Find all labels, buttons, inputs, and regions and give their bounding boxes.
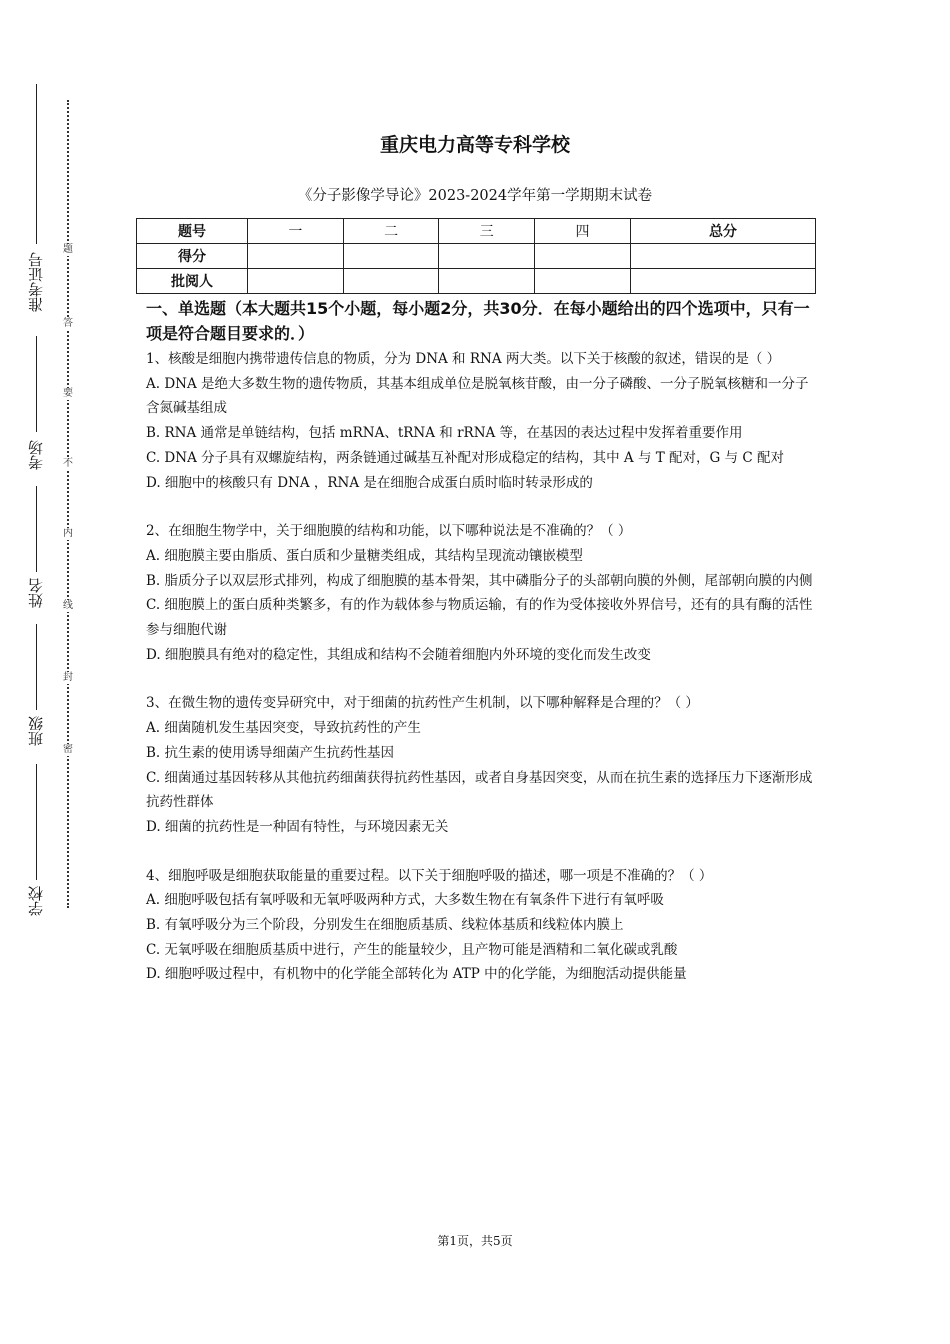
score-header-cell: 四 xyxy=(535,219,631,244)
question-option: D. 细胞呼吸过程中，有机物中的化学能全部转化为 ATP 中的化学能，为细胞活动提供能量 xyxy=(146,966,687,983)
question-stem: 1、核酸是细胞内携带遗传信息的物质，分为 DNA 和 RNA 两大类。以下关于核酸的叙述，错误的是（ ） xyxy=(146,351,781,367)
question-stem: 2、在细胞生物学中，关于细胞膜的结构和功能，以下哪种说法是不准确的？（ ） xyxy=(146,523,632,540)
question-option: D. 细胞膜具有绝对的稳定性，其组成和结构不会随着细胞内外环境的变化而发生改变 xyxy=(146,646,651,663)
reviewer-cell[interactable] xyxy=(535,269,631,294)
bind-line-exam-room xyxy=(36,336,37,432)
question xyxy=(146,347,814,495)
score-cell[interactable] xyxy=(343,244,439,269)
score-row-label: 得分 xyxy=(137,244,248,269)
question-option: D. 细胞中的核酸只有 DNA ，RNA 是在细胞合成蛋白质时临时转录形成的 xyxy=(146,474,593,491)
seal-char: 内 xyxy=(60,528,76,540)
seal-char: 线 xyxy=(60,600,76,612)
exam-subtitle: 《分子影像学导论》2023-2024学年第一学期期末试卷 xyxy=(297,188,653,204)
question-option: A. 细胞膜主要由脂质、蛋白质和少量糖类组成，其结构呈现流动镶嵌模型 xyxy=(146,547,583,564)
score-cell[interactable] xyxy=(439,244,535,269)
bind-label-exam-id: 准考证号 xyxy=(24,252,48,316)
seal-char: 封 xyxy=(60,672,76,684)
reviewer-cell[interactable] xyxy=(439,269,535,294)
reviewer-cell[interactable] xyxy=(248,269,344,294)
question-option: A. 细胞呼吸包括有氧呼吸和无氧呼吸两种方式，大多数生物在有氧条件下进行有氧呼吸 xyxy=(146,892,664,909)
bind-label-exam-room: 考场 xyxy=(24,440,48,474)
question-stem: 4、细胞呼吸是细胞获取能量的重要过程。以下关于细胞呼吸的描述，哪一项是不准确的？（ ） xyxy=(146,867,713,884)
seal-char: 要 xyxy=(60,388,76,400)
question xyxy=(146,864,814,988)
question-option: A. 细菌随机发生基因突变，导致抗药性的产生 xyxy=(146,720,421,737)
question-option: D. 细菌的抗药性是一种固有特性，与环境因素无关 xyxy=(146,818,449,835)
score-header-cell: 题号 xyxy=(137,219,248,244)
reviewer-cell[interactable] xyxy=(630,269,815,294)
question-option: C. 细胞膜上的蛋白质种类繁多，有的作为载体参与物质运输，有的作为受体接收外界信号，还有的具有酶的活性参与细胞代谢 xyxy=(146,597,813,639)
score-cell[interactable] xyxy=(535,244,631,269)
question-option: B. RNA 通常是单链结构，包括 mRNA、tRNA 和 rRNA 等，在基因的表达过程中发挥着重要作用 xyxy=(146,425,743,442)
seal-char: 题 xyxy=(60,244,76,256)
bind-line-exam-id xyxy=(36,84,37,244)
seal-char: 密 xyxy=(60,744,76,756)
bind-label-school: 学校 xyxy=(24,886,48,920)
score-cell[interactable] xyxy=(630,244,815,269)
score-table xyxy=(136,218,816,294)
question-option: B. 有氧呼吸分为三个阶段，分别发生在细胞质基质、线粒体基质和线粒体内膜上 xyxy=(146,917,624,934)
exam-content xyxy=(146,296,814,987)
question-option: C. DNA 分子具有双螺旋结构，两条链通过碱基互补配对形成稳定的结构，其中 A 与 T 配对，G 与 C 配对 xyxy=(146,449,785,466)
reviewer-cell[interactable] xyxy=(343,269,439,294)
score-row xyxy=(137,244,816,269)
score-header-cell: 三 xyxy=(439,219,535,244)
score-cell[interactable] xyxy=(248,244,344,269)
question-option: B. 脂质分子以双层形式排列，构成了细胞膜的基本骨架，其中磷脂分子的头部朝向膜的外侧，尾部朝向膜的内侧 xyxy=(146,572,813,589)
question-stem: 3、在微生物的遗传变异研究中，对于细菌的抗药性产生机制，以下哪种解释是合理的？（ ） xyxy=(146,695,699,712)
page-footer: 第1页，共5页 xyxy=(437,1234,513,1248)
seal-char: 不 xyxy=(60,458,76,470)
score-header-cell: 二 xyxy=(343,219,439,244)
reviewer-row xyxy=(137,269,816,294)
question-option: C. 细菌通过基因转移从其他抗药细菌获得抗药性基因，或者自身基因突变，从而在抗生素的选择压力下逐渐形成抗药性群体 xyxy=(146,769,813,811)
question-option: B. 抗生素的使用诱导细菌产生抗药性基因 xyxy=(146,744,395,761)
bind-line-name xyxy=(36,486,37,572)
score-header-cell: 一 xyxy=(248,219,344,244)
bind-line-school xyxy=(36,764,37,880)
bind-label-class: 班级 xyxy=(24,716,48,750)
question xyxy=(146,691,814,839)
question-option: A. DNA 是绝大多数生物的遗传物质，其基本组成单位是脱氧核苷酸，由一分子磷酸、一分子脱氧核糖和一分子含氮碱基组成 xyxy=(146,375,809,417)
question xyxy=(146,519,814,667)
seal-dotted-line xyxy=(67,100,69,908)
score-header-cell: 总分 xyxy=(630,219,815,244)
seal-char: 答 xyxy=(60,318,76,330)
bind-line-class xyxy=(36,624,37,710)
score-row-label: 批阅人 xyxy=(137,269,248,294)
bind-label-name: 姓名 xyxy=(24,578,48,612)
section-title: 一、单选题（本大题共15个小题，每小题2分，共30分．在每小题给出的四个选项中，只有一项是符合题目要求的．） xyxy=(146,299,810,343)
score-table-header-row xyxy=(137,219,816,244)
question-option: C. 无氧呼吸在细胞质基质中进行，产生的能量较少，且产物可能是酒精和二氧化碳或乳酸 xyxy=(146,941,678,958)
school-name: 重庆电力高等专科学校 xyxy=(379,134,570,156)
